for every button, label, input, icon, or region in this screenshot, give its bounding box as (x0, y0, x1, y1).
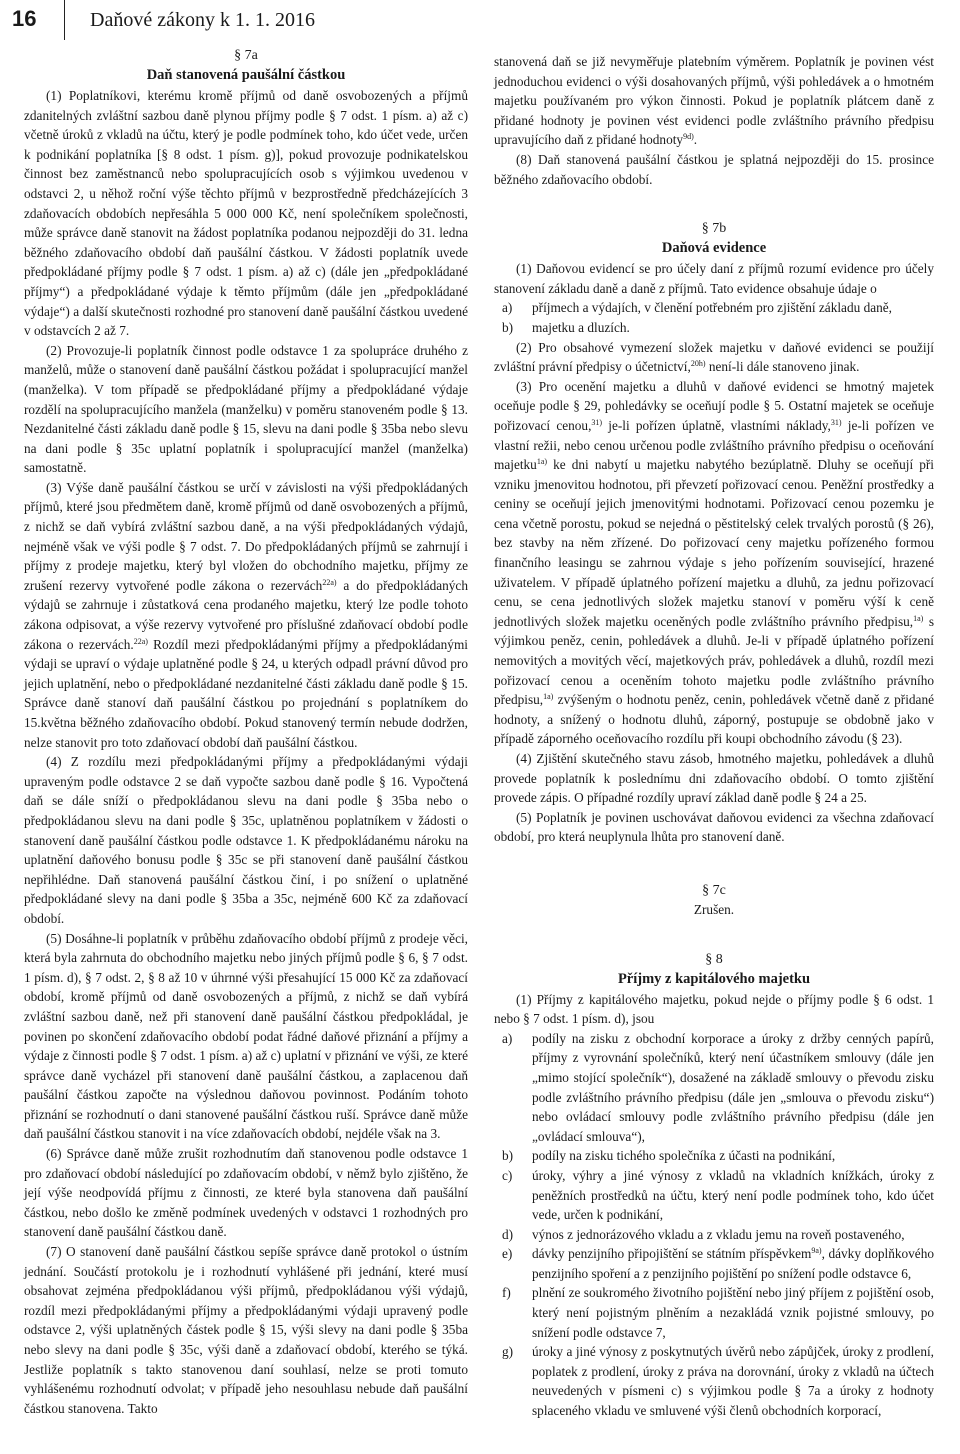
paragraph-7b-3-part-d: ke dni nabytí u majetku nabytého bezúplatně. Dluhy se oceňují při vzniku jmenovitou hodnotou, při převzetí pořizovací cenou. Peněžní prostředky a ceniny se oceňují jejich jmenovitými hodnotami. Pořizovací cenou pozemku je cena včetně porostu, pokud se nejedná o pěstitelský celek trvalých porostů (§ 26), bez stavby na něm zřízené. Do pořizovací ceny majetku pořízeného formou finančního leasingu se zahrnou výdaje s jeho pořízením související, hrazené uživatelem. V případě úplatného pořízení majetku a dluhů, za jednu pořizovací cenu, se cena jednotlivých složek majetku stanoví v poměru výší k ceně jednotlivých složek majetku oceněných podle zvláštního právního předpisu, (494, 457, 934, 629)
footnote-ref: 1a) (913, 613, 924, 623)
list-item (494, 1225, 934, 1245)
paragraph-7a-2: (2) Provozuje-li poplatník činnost podle odstavce 1 za spolupráce druhého z manželů, může o stanovení daně paušální částkou požádat i spolupracující manžel (manželka). V tom případě se předpokládané příjmy a předpokládané výdaje rozdělí na spolupracujícího manžela (manželku) v poměru stanoveném podle § 13. Nezdanitelné části základu daně podle § 15, slevu na dani podle § 35ba nebo slevu na dani podle § 35c uplatní poplatník i spolupracující manžel (manželka) samostatně. (24, 342, 468, 476)
footnote-ref: 1a) (536, 457, 548, 467)
list-item-text: dávky penzijního připojištění se státním příspěvkem (532, 1246, 812, 1262)
paragraph-7a-8: (8) Daň stanovená paušální částkou je splatná nejpozději do 15. prosince běžného zdaňovacího období. (494, 151, 934, 187)
list-item-text-tail: , dávky doplňkového penzijního spoření a z penzijního pojištění po snížení podle odstavce 6, (532, 1246, 934, 1281)
paragraph-7a-7-cont-end: . (693, 132, 698, 148)
list-item (494, 1146, 934, 1166)
section-7c-text: Zrušen. (693, 901, 735, 917)
running-title: Daňové zákony k 1. 1. 2016 (90, 9, 315, 31)
section-title-7b: Daňová evidence (661, 240, 767, 257)
paragraph-7a-4: (4) Z rozdílu mezi předpokládanými příjmy a předpokládanými výdaji upraveným podle odstavce 2 se daň vypočte sazbou daně podle § 16. Vypočtená daň se dále sníží o předpokládanou slevu na dani podle § 35ba nebo o předpokládanou slevu na dani podle § 35c, uplatněnou poplatníkem v žádosti o stanovení daně paušální částkou podle odstavce 1. K předpokládanému nároku na uplatnění daňového bonusu podle § 35c se při stanovení daně paušální částkou nepřihlédne. Daň stanovená paušální částkou činí, i po snížení o uplatněné předpokládané slevy na dani podle § 35ba a 35c, nejméně 600 Kč za zdaňovací období. (24, 754, 468, 926)
paragraph-7a-3-part-c: Rozdíl mezi předpokládanými příjmy a předpokládanými výdaji se upraví o výdaje uplatněné podle § 24, u kterých odpadl právní důvod pro jejich uplatnění, nebo o předpokládané nezdanitelné části základu daně podle § 15. Správce daně stanoví daň paušální částkou po projednání s poplatníkem do 15.května běžného zdaňovacího období. Pokud stanovený termín nebude dodržen, nelze stanovit pro toto zdaňovací období daň paušální částkou. (24, 636, 468, 750)
footnote-ref: 1a) (543, 692, 554, 702)
section-number-7c: § 7c (702, 882, 726, 898)
list-item-text: úroky, výhry a jiné výnosy z vkladů na vkladních knížkách, úroky z peněžních prostředků na účtu, který není podle podmínek toho, kdo účet vede, určen k podnikání, (532, 1167, 934, 1223)
paragraph-7a-1: (1) Poplatníkovi, kterému kromě příjmů od daně osvobozených a příjmů zdanitelných zvláštní sazbou daně plynou příjmy podle § 7 odst. 1 písm. a) až c) včetně úroků z vkladů na účtu, který je podle podmínek toho, kdo účet vede, určen k podnikání poplatníka [§ 8 odst. 1 písm. g)], pokud provozuje podnikatelskou činnost bez zaměstnanců nebo spolupracujících osob s výjimkou uvedenou v odstavci 2, u něhož roční výše těchto příjmů v bezprostředně předcházejících 3 zdaňovacích obdobích nepřesáhla 5 000 000 Kč, není společníkem společnosti, může správce daně stanovit na žádost poplatníka podanou nejpozději do 31. ledna běžného zdaňovacího období daň paušální částkou. V žádosti poplatník uvede předpokládané příjmy podle § 7 odst. 1 písm. a) až c) (dále jen „předpokládané příjmy“) a předpokládané výdaje k těmto příjmům (dále jen „předpokládané výdaje“) a další skutečnosti rozhodné pro stanovení daně paušální částkou uvedené v odstavcích 2 až 7. (24, 88, 468, 339)
section-number-7b: § 7b (701, 221, 727, 237)
section-spacer (494, 920, 934, 950)
paragraph-7a-7: (7) O stanovení daně paušální částkou sepíše správce daně protokol o ústním jednání. Součástí protokolu je i rozhodnutí vyhlášené při jednání, které musí obsahovat zejména předpokládanou výši příjmů, předpokládanou výši výdajů, rozdíl mezi předpokládanými příjmy a předpokládanými výdaji upravený podle odstavce 2, výši uplatněných částek podle § 15, výši slevy na dani podle § 35ba nebo slevy na dani podle § 35c, výši daně a zdaňovací období, kterého se týká. Jestliže poplatník s takto stanovenou daní souhlasí, nelze se proti tomuto vyhlášenému rozhodnutí odvolat; v případě jeho nesouhlasu nebude daň paušální částkou stanovena. Takto (24, 1244, 468, 1416)
footnote-ref: 20h) (690, 359, 706, 369)
paragraph-7a-5: (5) Dosáhne-li poplatník v průběhu zdaňovacího období příjmů z prodeje věci, která byla zahrnuta do obchodního majetku nebo jiných příjmů podle § 6, § 7 odst. 1 písm. d), § 7 odst. 2, § 8 až 10 v úhrnné výši přesahující 15 000 Kč za zdaňovací období, kromě příjmů od daně osvobozených a příjmů, z nichž se daň vybírá zvláštní sazbou daně, než při stanovení daně paušální částkou předpokládal, je povinen po skončení zdaňovacího období podat řádné daňové přiznání a příjmy a výdaje z činnosti podle § 7 odst. 1 písm. a) až c) uplatní v přiznání ve výši, ze které správce daně vycházel při stanovení daně paušální částkou, a zaplacenou daň paušální částkou započte na výslednou daňovou povinnost. Podáním tohoto přiznání se rozhodnutí o dani stanovené paušální částkou ruší. Správce daně může daň paušální částkou stanovit i na více zdaňovacích období, nejdéle však na 3. (24, 930, 468, 1142)
list-item-text: podíly na zisku z obchodní korporace a úroky z držby cenných papírů, příjmy z vyrovnání společníků, který není účastníkem smlouvy (dále jen „mimo stojící společník“), dosažené na základě smlouvy o převodu zisku podle zvláštního právního předpisu (dále jen „smlouva o převodu zisku“) nebo ovládací smlouvy podle zvláštního právního předpisu (dále jen „ovládací smlouva“), (532, 1030, 934, 1144)
list-item-label: a) (502, 300, 513, 316)
section-7c-label: 7c (712, 882, 726, 898)
paragraph-7b-2 (494, 338, 934, 377)
list-item (494, 1283, 934, 1342)
paragraph-7b-2-part-a: (2) Pro obsahové vymezení složek majetku v daňové evidenci se použijí zvláštní právní předpisy o účetnictví, (494, 339, 934, 375)
paragraph-7b-3-part-b: je-li pořízen úplatně, vlastními náklady, (602, 417, 831, 433)
footnote-ref: 9a) (811, 1246, 822, 1256)
right-column (494, 52, 934, 1421)
section-spacer (494, 189, 934, 219)
list-item-label: f) (502, 1285, 511, 1301)
section-number-7a: § 7a (234, 48, 258, 63)
paragraph-7a-3-part-a: (3) Výše daně paušální částkou se určí v závislosti na výši předpokládaných příjmů, které jsou předmětem daně, kromě příjmů od daně osvobozených a příjmů, z nichž se daň vybírá zvláštní sazbou daně, a na výši předpokládaných výdajů, nejméně však ve výši podle § 7 odst. 7. Do předpokládaných příjmů se zahrnují i příjmy z prodeje majetku, který byl vložen do obchodního majetku, příjmy ze zrušení rezervy vytvořené podle zákona o rezervách (24, 479, 468, 593)
footnote-ref: 31) (591, 417, 603, 427)
list-item-text: podíly na zisku tichého společníka z účasti na podnikání, (532, 1148, 836, 1164)
paragraph-7b-3-part-f: zvýšeným o hodnotu peněz, cenin, pohledávek včetně daně z přidané hodnoty, a snížený o hodnotu dluhů, záporný, postupuje se obdobně jako v případě záporného oceňovacího rozdílu při koupi obchodního závodu (§ 23). (494, 692, 934, 747)
section-7a-label: 7a (244, 48, 258, 63)
section-7b-label: 7b (712, 221, 727, 237)
section-title-8: Příjmy z kapitálového majetku (617, 970, 811, 987)
footnote-ref: 31) (830, 417, 842, 427)
page-number: 16 (12, 6, 37, 31)
list-item (494, 298, 934, 318)
list-item (494, 1244, 934, 1283)
paragraph-7b-2-part-b: není-li dále stanoveno jinak. (705, 359, 860, 375)
left-column (24, 46, 468, 1418)
list-item-text: plnění ze soukromého životního pojištění nebo jiný příjem z pojištění osob, který není pojistným plněním a nezakládá vznik pojistné smlouvy, po snížení podle odstavce 7, (532, 1285, 934, 1340)
page-header (0, 0, 960, 44)
footnote-ref: 22a) (322, 577, 337, 587)
paragraph-7b-3-part-e: s výjimkou peněz, cenin, pohledávek a dluhů. Je-li v případě úplatného pořízení nemovitých a movitých věcí, majetkových práv, pohledávek a dluhů, rozdíl mezi pořizovací cenou a oceněním tohoto majetku podle zvláštního právního předpisu, (494, 613, 934, 708)
footnote-ref: 22a) (133, 636, 148, 646)
list-item-text: výnos z jednorázového vkladu a z vkladu jemu na roveň postaveného, (532, 1226, 905, 1242)
paragraph-7b-5: (5) Poplatník je povinen uschovávat daňovou evidenci za všechna zdaňovací období, pro která neuplynula lhůta pro stanovení daně. (494, 809, 934, 845)
paragraph-7b-1: (1) Daňovou evidencí se pro účely daní z příjmů rozumí evidence pro účely stanovení základu daně a daně z příjmů. Tato evidence obsahuje údaje o (494, 261, 934, 296)
header-divider (64, 0, 65, 40)
list-item-label: b) (502, 1148, 514, 1164)
section-title-7a: Daň stanovená paušální částkou (146, 67, 346, 83)
paragraph-7a-7-continued (494, 52, 934, 150)
section-spacer (494, 847, 934, 881)
list-7b (494, 298, 934, 337)
list-item (494, 1342, 934, 1420)
paragraph-7b-3-part-a: (3) Pro ocenění majetku a dluhů v daňové evidenci se hmotný majetek oceňuje podle § 29, pohledávky se oceňují podle § 5. Ostatní majetek se oceňuje pořizovací cenou, (494, 378, 934, 433)
list-item-label: e) (502, 1246, 513, 1262)
list-item-label: d) (502, 1226, 514, 1242)
list-item (494, 318, 934, 338)
paragraph-7a-3 (24, 478, 468, 752)
list-8 (494, 1029, 934, 1421)
list-item-label: a) (502, 1030, 513, 1046)
list-item (494, 1029, 934, 1147)
section-number-8: § 8 (705, 951, 723, 967)
list-item-text: příjmech a výdajích, v členění potřebném pro zjištění základu daně, (532, 300, 892, 316)
paragraph-7a-6: (6) Správce daně může zrušit rozhodnutím daň stanovenou podle odstavce 1 pro zdaňovací období následující po zdaňovacím období, v němž bylo zjištěno, že její výše neodpovídá příjmu z činnosti, ze které byla stanovena daň paušální částkou, nebo došlo ke změně podmínek uvedených v odstavci 1 rozhodných pro stanovení daně paušální částkou daně. (24, 1146, 468, 1240)
paragraph-7b-3 (494, 377, 934, 749)
list-item-label: b) (502, 319, 514, 335)
paragraph-7a-3-part-b: a do předpokládaných výdajů se zahrnuje i zůstatková cena prodaného majetku, který lze podle tohoto zákona odpisovat, a výše rezervy vytvořené pro příslušné zdaňovací období podle zákona o rezervách. (24, 577, 468, 652)
list-item-label: g) (502, 1344, 514, 1360)
list-item-text: úroky a jiné výnosy z poskytnutých úvěrů nebo zápůjček, úroky z prodlení, poplatek z prodlení, úroky z práva na dorovnání, úroky z vkladů na účtech neuvedených v písmeni c) s výjimkou podle § 7a a úroky z hodnoty splaceného vkladu ve smluvené výši členů obchodních korporací, (532, 1344, 934, 1419)
paragraph-7b-3-part-c: je-li pořízen ve vlastní režii, nebo cenou určenou podle zvláštního právního předpisu o oceňování majetku (494, 417, 935, 473)
paragraph-7a-7-cont-text: stanovená daň se již nevyměřuje platebním výměrem. Poplatník je povinen vést jednoduchou evidenci o výši dosahovaných příjmů, výši pohledávek a o hmotném majetku používaném pro výkon činnosti. Pokud je poplatník plátcem daně z přidané hodnoty je povinen vést evidenci podle zvláštního právního předpisu upravujícího daň z přidané hodnoty (494, 54, 934, 148)
footnote-ref: 9d) (683, 132, 694, 142)
paragraph-8-1: (1) Příjmy z kapitálového majetku, pokud nejde o příjmy podle § 6 odst. 1 nebo § 7 odst. 1 písm. d), jsou (494, 991, 934, 1027)
list-item (494, 1166, 934, 1225)
section-8-label: 8 (715, 951, 723, 967)
paragraph-7b-4: (4) Zjištění skutečného stavu zásob, hmotného majetku, pohledávek a dluhů provede poplatník k poslednímu dni zdaňovacího období. O tomto zjištění provede zápis. O případné rozdíly upraví základ daně podle § 24 a 25. (494, 751, 934, 806)
list-item-label: c) (502, 1167, 513, 1183)
list-item-text: majetku a dluzích. (532, 319, 630, 335)
